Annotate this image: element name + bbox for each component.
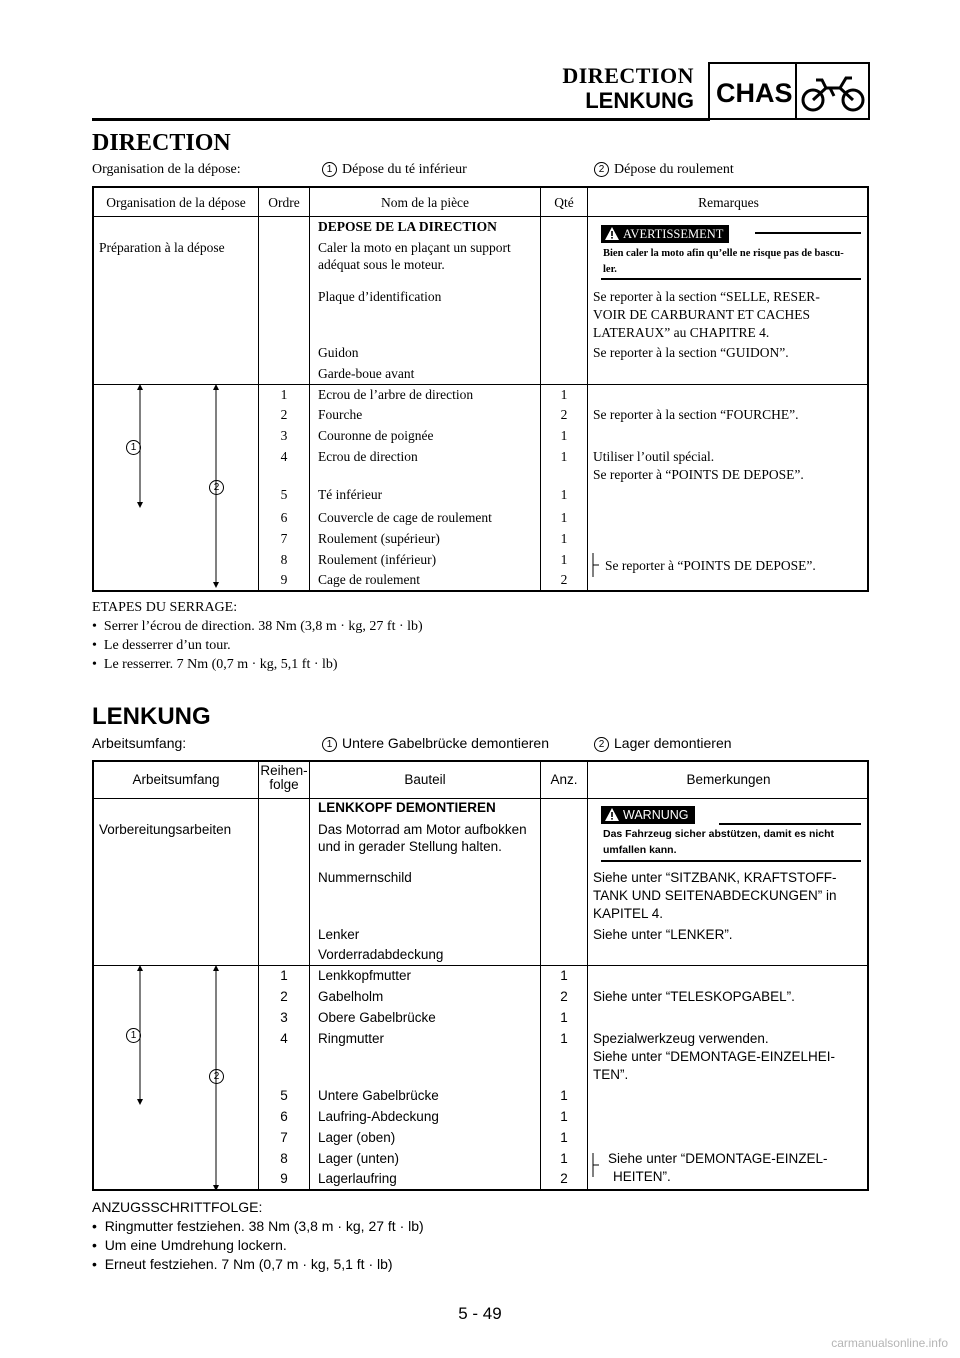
row-part: Ringmutter xyxy=(318,1031,385,1046)
row-order: 2 xyxy=(280,989,288,1004)
scope-item-2-fr xyxy=(594,162,734,178)
header-divider xyxy=(94,216,867,217)
prep-remark: LATERAUX” au CHAPITRE 4. xyxy=(593,325,770,340)
tightening-steps-fr xyxy=(92,598,423,674)
row-order: 6 xyxy=(280,1109,288,1124)
col-header-organisation: Organisation de la dépose xyxy=(106,195,246,210)
section-title-fr: DIRECTION xyxy=(92,130,231,156)
col-divider xyxy=(587,188,588,590)
col-header-qty: Qté xyxy=(554,195,574,210)
motorcycle-icon xyxy=(800,70,866,114)
row-part: Ecrou de l’arbre de direction xyxy=(318,387,474,402)
row-order: 4 xyxy=(280,1031,288,1046)
row-part: Té inférieur xyxy=(318,487,383,502)
row-qty: 1 xyxy=(560,1031,568,1046)
prep-item: Das Motorrad am Motor aufbokken xyxy=(318,822,527,837)
warning-rule xyxy=(719,823,861,825)
remark-ring-nut: TEN”. xyxy=(593,1067,629,1082)
header-divider xyxy=(94,798,867,799)
col-header-remarks: Remarques xyxy=(698,195,759,210)
col-divider xyxy=(309,188,310,590)
warning-icon xyxy=(605,808,619,821)
row-order: 7 xyxy=(280,531,288,546)
row-qty: 1 xyxy=(560,1010,568,1025)
row-order: 9 xyxy=(280,1171,288,1186)
row-order: 1 xyxy=(280,387,288,402)
page-number: 5 - 49 xyxy=(458,1304,502,1323)
row-order: 5 xyxy=(280,1088,288,1103)
disassembly-table-fr xyxy=(92,186,869,592)
prep-label: Préparation à la dépose xyxy=(99,240,225,255)
col-divider xyxy=(309,762,310,1189)
prep-heading: LENKKOPF DEMONTIEREN xyxy=(318,800,496,815)
scope-marker-1: 1 xyxy=(126,1026,146,1044)
marker-2: 2 xyxy=(594,162,609,177)
scope-item-text: Dépose du té inférieur xyxy=(342,162,467,177)
warning-badge: AVERTISSEMENT xyxy=(601,225,729,243)
prep-item: adéquat sous le moteur. xyxy=(318,257,445,272)
row-part: Untere Gabelbrücke xyxy=(318,1088,439,1103)
prep-item: Nummernschild xyxy=(318,870,412,885)
row-qty: 1 xyxy=(560,552,568,567)
remark-ring-nut: Spezialwerkzeug verwenden. xyxy=(593,1031,769,1046)
bracket-icon xyxy=(591,552,601,578)
col-header-order: Reihen- folge xyxy=(260,763,308,792)
scope-item-1-de xyxy=(322,735,549,752)
col-divider xyxy=(587,762,588,1189)
remark-ring-nut: Se reporter à “POINTS DE DEPOSE”. xyxy=(593,467,804,482)
remark-ring-nut: Utiliser l’outil spécial. xyxy=(593,449,715,464)
step-item: • Le desserrer d’un tour. xyxy=(92,638,231,653)
prep-item: Caler la moto en plaçant un support xyxy=(318,240,511,255)
row-qty: 1 xyxy=(560,1088,568,1103)
row-qty: 1 xyxy=(560,428,568,443)
scope-marker-2: 2 xyxy=(209,478,229,496)
scope-marker-1: 1 xyxy=(126,438,146,456)
bracket-icon xyxy=(591,1152,601,1178)
prep-item: Lenker xyxy=(318,927,360,942)
col-header-organisation: Arbeitsumfang xyxy=(132,772,220,787)
step-item: • Ringmutter festziehen. 38 Nm (3,8 m · kg, 27 ft · lb) xyxy=(92,1218,424,1234)
disassembly-table-de xyxy=(92,760,869,1191)
scope-label-de: Arbeitsumfang: xyxy=(92,735,187,751)
row-part: Obere Gabelbrücke xyxy=(318,1010,436,1025)
row-qty: 2 xyxy=(560,989,568,1004)
warning-text: Bien caler la moto afin qu’elle ne risque pas de bascu- xyxy=(603,248,844,259)
marker-1: 1 xyxy=(322,162,337,177)
prep-item: Plaque d’identification xyxy=(318,289,442,304)
scope-item-2-de xyxy=(594,735,732,752)
chapter-divider xyxy=(795,64,797,118)
row-qty: 2 xyxy=(560,1171,568,1186)
steps-title: ETAPES DU SERRAGE: xyxy=(92,600,238,615)
scope-marker-2: 2 xyxy=(209,1067,229,1085)
scope-arrows xyxy=(94,965,258,1191)
col-header-remarks: Bemerkungen xyxy=(686,772,771,787)
col-header-qty: Anz. xyxy=(550,772,578,787)
row-qty: 1 xyxy=(560,487,568,502)
row-order: 3 xyxy=(280,428,288,443)
row-order: 1 xyxy=(280,968,288,983)
row-qty: 1 xyxy=(560,510,568,525)
scope-item-text: Lager demontieren xyxy=(614,735,732,751)
row-part: Lager (unten) xyxy=(318,1151,400,1166)
warning-rule xyxy=(601,860,861,862)
row-order: 3 xyxy=(280,1010,288,1025)
row-qty: 1 xyxy=(560,531,568,546)
header-title-de: LENKUNG xyxy=(585,88,694,113)
step-item: • Le resserrer. 7 Nm (0,7 m · kg, 5,1 ft · lb) xyxy=(92,657,338,672)
row-order: 4 xyxy=(280,449,288,464)
remark-fork: Se reporter à la section “FOURCHE”. xyxy=(593,407,799,422)
row-part: Lagerlaufring xyxy=(318,1171,397,1186)
row-part: Lenkkopfmutter xyxy=(318,968,412,983)
row-part: Fourche xyxy=(318,407,363,422)
row-part: Gabelholm xyxy=(318,989,384,1004)
row-order: 7 xyxy=(280,1130,288,1145)
section-title-de: LENKUNG xyxy=(92,703,211,730)
row-part: Roulement (inférieur) xyxy=(318,552,437,567)
marker-1: 1 xyxy=(322,737,337,752)
prep-remark: Siehe unter “SITZBANK, KRAFTSTOFF- xyxy=(593,870,837,885)
prep-heading: DEPOSE DE LA DIRECTION xyxy=(318,219,497,234)
prep-item: Garde-boue avant xyxy=(318,366,415,381)
row-part: Cage de roulement xyxy=(318,572,420,587)
remark-bearing: Siehe unter “DEMONTAGE-EINZEL- xyxy=(608,1151,828,1166)
row-qty: 2 xyxy=(560,407,568,422)
remark-fork: Siehe unter “TELESKOPGABEL”. xyxy=(593,989,795,1004)
row-order: 9 xyxy=(280,572,288,587)
step-item: • Um eine Umdrehung lockern. xyxy=(92,1237,287,1253)
row-part: Lager (oben) xyxy=(318,1130,396,1145)
prep-item: Vorderradabdeckung xyxy=(318,947,444,962)
scope-label-fr: Organisation de la dépose: xyxy=(92,162,241,177)
prep-item: und in gerader Stellung halten. xyxy=(318,839,502,854)
header-rule xyxy=(92,118,710,121)
row-part: Roulement (supérieur) xyxy=(318,531,440,546)
col-header-part: Bauteil xyxy=(404,772,446,787)
col-header-part: Nom de la pièce xyxy=(380,195,470,210)
row-qty: 1 xyxy=(560,968,568,983)
row-qty: 1 xyxy=(560,1151,568,1166)
prep-label: Vorbereitungsarbeiten xyxy=(99,822,232,837)
warning-badge: WARNUNG xyxy=(601,806,695,824)
prep-remark: TANK UND SEITENABDECKUNGEN” in xyxy=(593,888,837,903)
row-order: 8 xyxy=(280,1151,288,1166)
header-title-fr: DIRECTION xyxy=(562,63,694,88)
remark-bearing: Se reporter à “POINTS DE DEPOSE”. xyxy=(605,558,816,573)
remark-bearing: HEITEN”. xyxy=(613,1169,671,1184)
row-order: 5 xyxy=(280,487,288,502)
prep-item: Guidon xyxy=(318,345,359,360)
row-part: Ecrou de direction xyxy=(318,449,418,464)
row-qty: 1 xyxy=(560,449,568,464)
warning-rule xyxy=(755,232,861,234)
scope-arrows xyxy=(94,384,258,590)
remark-ring-nut: Siehe unter “DEMONTAGE-EINZELHEI- xyxy=(593,1049,836,1064)
warning-icon xyxy=(605,227,619,240)
row-order: 2 xyxy=(280,407,288,422)
warning-text: umfallen kann. xyxy=(603,844,677,856)
tightening-steps-de xyxy=(92,1198,424,1274)
scope-item-text: Dépose du roulement xyxy=(614,162,734,177)
row-qty: 1 xyxy=(560,1130,568,1145)
prep-remark: Siehe unter “LENKER”. xyxy=(593,927,733,942)
col-header-order: Ordre xyxy=(268,195,300,210)
row-order: 8 xyxy=(280,552,288,567)
watermark: carmanualsonline.info xyxy=(831,1336,948,1350)
step-item: • Serrer l’écrou de direction. 38 Nm (3,8 m · kg, 27 ft · lb) xyxy=(92,619,423,634)
prep-remark: Se reporter à la section “GUIDON”. xyxy=(593,345,789,360)
row-qty: 1 xyxy=(560,1109,568,1124)
row-order: 6 xyxy=(280,510,288,525)
row-qty: 2 xyxy=(560,572,568,587)
steps-title: ANZUGSSCHRITTFOLGE: xyxy=(92,1199,263,1215)
warning-text: ler. xyxy=(603,264,617,275)
marker-2: 2 xyxy=(594,737,609,752)
row-qty: 1 xyxy=(560,387,568,402)
prep-remark: KAPITEL 4. xyxy=(593,906,664,921)
row-part: Couvercle de cage de roulement xyxy=(318,510,492,525)
chapter-label: CHAS xyxy=(716,78,793,108)
step-item: • Erneut festziehen. 7 Nm (0,7 m · kg, 5,1 ft · lb) xyxy=(92,1256,393,1272)
prep-remark: Se reporter à la section “SELLE, RESER- xyxy=(593,289,820,304)
scope-item-text: Untere Gabelbrücke demontieren xyxy=(342,735,550,751)
scope-item-1-fr xyxy=(322,162,467,178)
warning-text: Das Fahrzeug sicher abstützen, damit es nicht xyxy=(603,828,835,840)
prep-remark: VOIR DE CARBURANT ET CACHES xyxy=(593,307,811,322)
warning-rule xyxy=(601,278,861,280)
row-part: Couronne de poignée xyxy=(318,428,434,443)
row-part: Laufring-Abdeckung xyxy=(318,1109,439,1124)
chapter-badge xyxy=(708,62,870,120)
